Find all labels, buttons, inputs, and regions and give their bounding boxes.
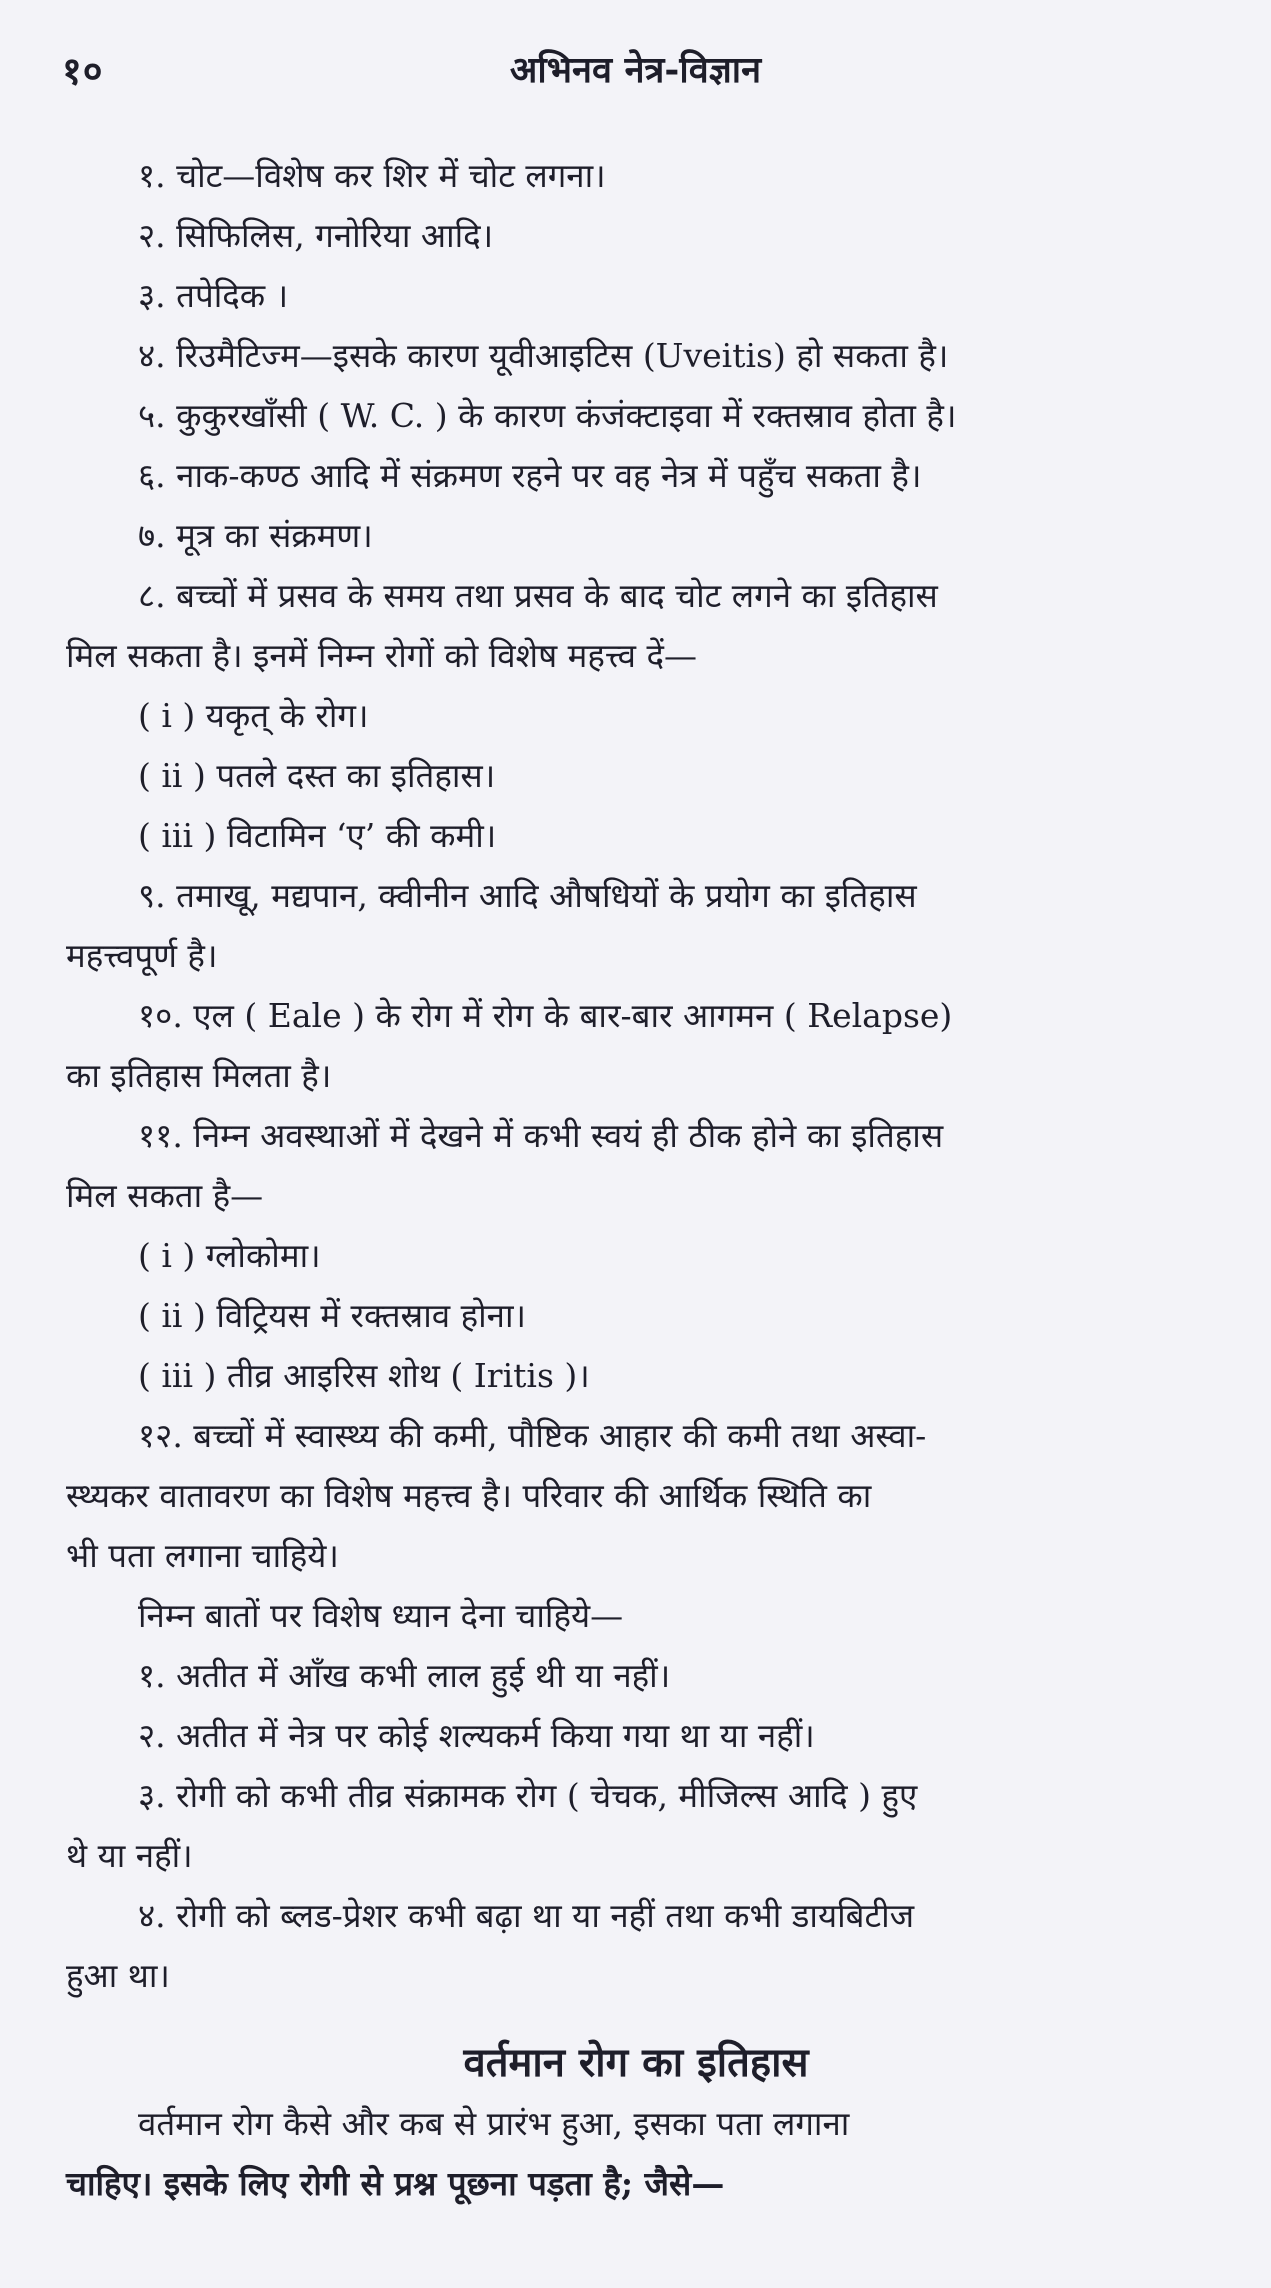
attention-item: ३. रोगी को कभी तीव्र संक्रामक रोग ( चेचक, मीजिल्स आदि ) हुए [138, 1776, 918, 1815]
sub-list-item: ( i ) यकृत् के रोग। [138, 696, 369, 735]
sub-list-item: ( ii ) पतले दस्त का इतिहास। [138, 756, 496, 795]
attention-item: ४. रोगी को ब्लड-प्रेशर कभी बढ़ा था या नहीं तथा कभी डायबिटीज [138, 1896, 915, 1935]
attention-intro: निम्न बातों पर विशेष ध्यान देना चाहिये— [138, 1596, 624, 1635]
list-item-continuation: स्थ्यकर वातावरण का विशेष महत्त्व है। परिवार की आर्थिक स्थिति का [66, 1476, 872, 1515]
attention-item-continuation: थे या नहीं। [66, 1836, 193, 1875]
section-paragraph-line: चाहिए। इसके लिए रोगी से प्रश्न पूछना पड़ता है; जैसे— [66, 2164, 725, 2203]
sub-list-item: ( ii ) विट्रियस में रक्तस्राव होना। [138, 1296, 527, 1335]
section-heading: वर्तमान रोग का इतिहास [463, 2039, 809, 2086]
attention-item-continuation: हुआ था। [66, 1956, 170, 1995]
attention-item: २. अतीत में नेत्र पर कोई शल्यकर्म किया गया था या नहीं। [138, 1716, 815, 1755]
list-item: ४. रिउमैटिज्म—इसके कारण यूवीआइटिस (Uveitis) हो सकता है। [138, 336, 949, 375]
list-item: २. सिफिलिस, गनोरिया आदि। [138, 216, 494, 255]
list-item-continuation: भी पता लगाना चाहिये। [66, 1536, 339, 1575]
running-title: अभिनव नेत्र-विज्ञान [509, 49, 762, 91]
attention-item: १. अतीत में आँख कभी लाल हुई थी या नहीं। [138, 1656, 671, 1695]
sub-list-item: ( iii ) विटामिन ‘ए’ की कमी। [138, 816, 497, 855]
list-item: १२. बच्चों में स्वास्थ्य की कमी, पौष्टिक आहार की कमी तथा अस्वा- [138, 1416, 927, 1455]
list-item: १०. एल ( Eale ) के रोग में रोग के बार-बार आगमन ( Relapse) [138, 996, 953, 1035]
list-item-continuation: महत्त्वपूर्ण है। [66, 936, 218, 975]
list-item: ६. नाक-कण्ठ आदि में संक्रमण रहने पर वह नेत्र में पहुँच सकता है। [138, 456, 922, 495]
list-item: १. चोट—विशेष कर शिर में चोट लगना। [138, 156, 606, 195]
list-item: ५. कुकुरखाँसी ( W. C. ) के कारण कंजंक्टाइवा में रक्तस्राव होता है। [138, 396, 957, 435]
sub-list-item: ( i ) ग्लोकोमा। [138, 1236, 321, 1275]
section-paragraph-line: वर्तमान रोग कैसे और कब से प्रारंभ हुआ, इसका पता लगाना [138, 2104, 850, 2143]
list-item-continuation: का इतिहास मिलता है। [66, 1056, 332, 1095]
list-item: ८. बच्चों में प्रसव के समय तथा प्रसव के बाद चोट लगने का इतिहास [138, 576, 938, 615]
page-body [66, 146, 1206, 2214]
page-number: १० [62, 48, 104, 93]
list-item-continuation: मिल सकता है। इनमें निम्न रोगों को विशेष महत्त्व दें— [66, 636, 697, 675]
list-item-continuation: मिल सकता है— [66, 1176, 264, 1215]
list-item: ११. निम्न अवस्थाओं में देखने में कभी स्वयं ही ठीक होने का इतिहास [138, 1116, 944, 1155]
list-item: ७. मूत्र का संक्रमण। [138, 516, 373, 555]
list-item: ३. तपेदिक । [138, 276, 289, 315]
list-item: ९. तमाखू, मद्यपान, क्वीनीन आदि औषधियों के प्रयोग का इतिहास [138, 876, 917, 915]
sub-list-item: ( iii ) तीव्र आइरिस शोथ ( Iritis )। [138, 1356, 590, 1395]
